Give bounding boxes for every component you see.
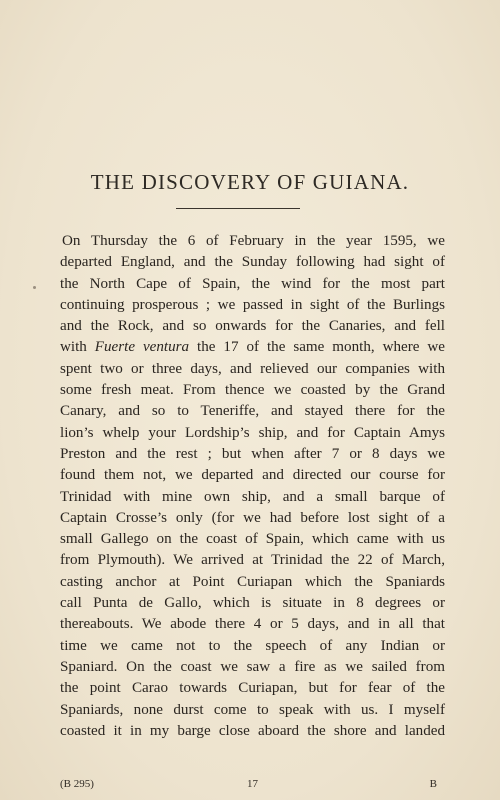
- text-line: Trinidad with mine own ship, and a small barque of: [60, 488, 445, 505]
- text-line: casting anchor at Point Curiapan which the Spaniards: [60, 573, 445, 590]
- text-line: Spaniards, none durst come to speak with us. I myself: [60, 701, 445, 718]
- body-text: [60, 231, 445, 742]
- text-line: thereabouts. We abode there 4 or 5 days, and in all that: [60, 616, 445, 633]
- page-number: 17: [247, 778, 258, 790]
- text-line: spent two or three days, and relieved our companies with: [60, 360, 445, 377]
- text-line: small Gallego on the coast of Spain, which came with us: [60, 531, 445, 548]
- text-line: found them not, we departed and directed our course for: [60, 467, 445, 484]
- paper-speck: [33, 286, 36, 289]
- text-line: continuing prosperous ; we passed in sight of the Burlings: [60, 296, 445, 313]
- text-line: Canary, and so to Teneriffe, and stayed there for the: [60, 403, 445, 420]
- text-line: the point Carao towards Curiapan, but for fear of the: [60, 680, 445, 697]
- text-line: departed England, and the Sunday following had sight of: [60, 254, 445, 271]
- text-line: coasted it in my barge close aboard the shore and landed: [60, 722, 445, 739]
- text-line: lion’s whelp your Lordship’s ship, and for Captain Amys: [60, 424, 445, 441]
- text-line: On Thursday the 6 of February in the year 1595, we: [62, 233, 445, 249]
- text-fragment: the 17 of the same month, where we: [189, 339, 445, 356]
- text-line: some fresh meat. From thence we coasted by the Grand: [60, 382, 445, 399]
- title-rule: [176, 208, 300, 209]
- gathering-mark: B: [429, 778, 437, 790]
- text-fragment: with: [60, 339, 95, 356]
- page-title: THE DISCOVERY OF GUIANA.: [90, 170, 410, 194]
- text-line: [60, 337, 445, 358]
- text-line: Spaniard. On the coast we saw a fire as we sailed from: [60, 658, 445, 675]
- text-line: time we came not to the speech of any Indian or: [60, 637, 445, 654]
- text-line: and the Rock, and so onwards for the Canaries, and fell: [60, 318, 445, 335]
- text-line: Captain Crosse’s only (for we had before lost sight of a: [60, 509, 445, 526]
- text-line: from Plymouth). We arrived at Trinidad the 22 of March,: [60, 552, 445, 569]
- text-line: the North Cape of Spain, the wind for the most part: [60, 275, 445, 292]
- signature-mark: (B 295): [60, 778, 94, 790]
- text-line: call Punta de Gallo, which is situate in 8 degrees or: [60, 595, 445, 612]
- italic-place-name: Fuerte ventura: [94, 339, 190, 356]
- text-line: Preston and the rest ; but when after 7 or 8 days we: [60, 445, 445, 462]
